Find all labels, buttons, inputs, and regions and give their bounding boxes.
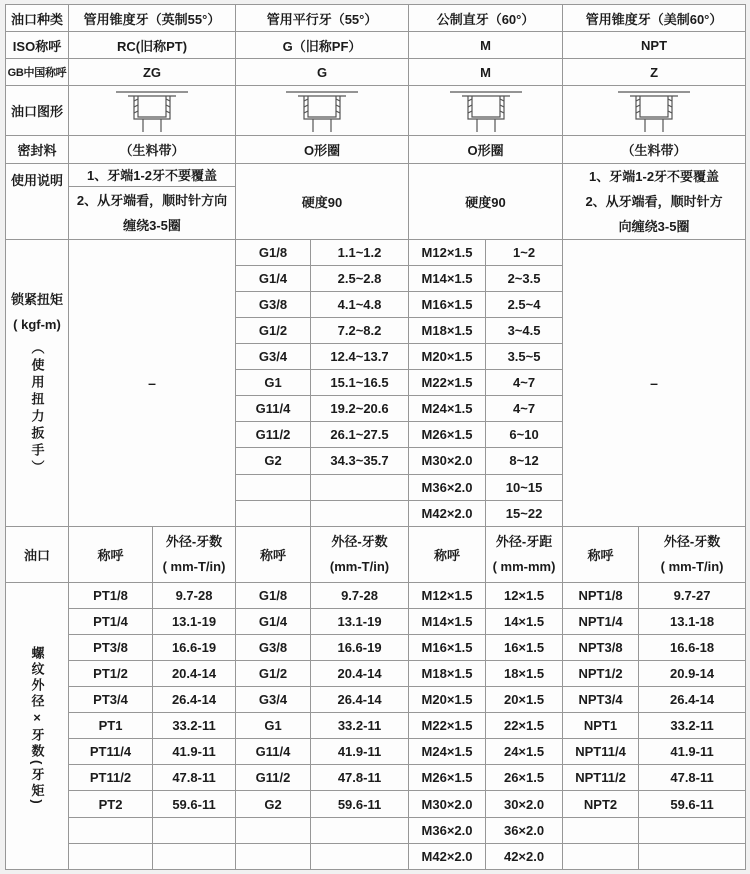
- port-cross-section-icon: [612, 89, 696, 133]
- ports-g-name-cell: [236, 843, 311, 869]
- ports-npt-value-cell: 47.8-11: [639, 765, 746, 791]
- torque-rc-cell: –: [69, 239, 236, 526]
- port-type-cell: 公制直牙（60°）: [409, 5, 563, 32]
- label-thread-od: [6, 582, 69, 869]
- table-row: [6, 739, 746, 765]
- torque-m-value-cell: 2~3.5: [486, 265, 563, 291]
- ports-pt-name-cell: PT3/4: [69, 687, 153, 713]
- ports-m-value-cell: 22×1.5: [486, 713, 563, 739]
- port-type-cell: 管用锥度牙（美制60°）: [563, 5, 746, 32]
- torque-m-name-cell: M22×1.5: [409, 370, 486, 396]
- ports-header-cell: 称呼: [69, 526, 153, 582]
- torque-g-value-cell: [311, 474, 409, 500]
- ports-g-value-cell: 13.1-19: [311, 608, 409, 634]
- ports-g-value-cell: 47.8-11: [311, 765, 409, 791]
- torque-g-value-cell: 4.1~4.8: [311, 291, 409, 317]
- ports-npt-name-cell: NPT2: [563, 791, 639, 817]
- iso-name-cell: G（旧称PF）: [236, 32, 409, 59]
- label-port: 油口: [6, 526, 69, 582]
- label-iso-name: ISO称呼: [6, 32, 69, 59]
- label-gb-name: GB中国称呼: [6, 59, 69, 86]
- header-spec-line2: ( mm-T/in): [660, 559, 724, 575]
- figure-cell: [236, 86, 409, 136]
- ports-npt-value-cell: 16.6-18: [639, 635, 746, 661]
- torque-m-value-cell: 15~22: [486, 500, 563, 526]
- torque-g-value-cell: 2.5~2.8: [311, 265, 409, 291]
- torque-m-value-cell: 1~2: [486, 239, 563, 265]
- ports-m-name-cell: M22×1.5: [409, 713, 486, 739]
- thread-od-side-label: 螺纹外径×牙数(牙矩): [29, 645, 45, 807]
- torque-m-name-cell: M20×1.5: [409, 344, 486, 370]
- ports-pt-name-cell: PT1: [69, 713, 153, 739]
- ports-header-cell: 称呼: [563, 526, 639, 582]
- ports-g-value-cell: 26.4-14: [311, 687, 409, 713]
- header-spec-line1: 外径-牙距: [495, 534, 553, 550]
- ports-pt-name-cell: PT2: [69, 791, 153, 817]
- ports-m-name-cell: M30×2.0: [409, 791, 486, 817]
- ports-npt-name-cell: [563, 817, 639, 843]
- ports-m-value-cell: 26×1.5: [486, 765, 563, 791]
- torque-m-name-cell: M36×2.0: [409, 474, 486, 500]
- usage-npt-line1: 1、牙端1-2牙不要覆盖: [589, 168, 720, 184]
- ports-npt-value-cell: 59.6-11: [639, 791, 746, 817]
- lock-torque-title: 锁紧扭矩: [10, 291, 63, 307]
- ports-g-name-cell: G1: [236, 713, 311, 739]
- ports-m-value-cell: 12×1.5: [486, 582, 563, 608]
- header-spec-line2: ( mm-mm): [492, 559, 556, 575]
- figure-cell: [409, 86, 563, 136]
- port-type-cell: 管用锥度牙（英制55°）: [69, 5, 236, 32]
- torque-npt-cell: –: [563, 239, 746, 526]
- ports-g-value-cell: 41.9-11: [311, 739, 409, 765]
- label-port-figure: 油口图形: [6, 86, 69, 136]
- ports-m-value-cell: 24×1.5: [486, 739, 563, 765]
- ports-m-name-cell: M14×1.5: [409, 608, 486, 634]
- ports-m-value-cell: 42×2.0: [486, 843, 563, 869]
- ports-g-value-cell: [311, 843, 409, 869]
- ports-pt-value-cell: 13.1-19: [153, 608, 236, 634]
- ports-header-cell: [639, 526, 746, 582]
- lock-torque-unit: ( kgf-m): [13, 316, 61, 332]
- ports-m-value-cell: 18×1.5: [486, 661, 563, 687]
- torque-g-value-cell: 15.1~16.5: [311, 370, 409, 396]
- table-row: [6, 635, 746, 661]
- ports-g-value-cell: 59.6-11: [311, 791, 409, 817]
- ports-npt-value-cell: 13.1-18: [639, 608, 746, 634]
- ports-pt-name-cell: PT11/2: [69, 765, 153, 791]
- ports-m-value-cell: 14×1.5: [486, 608, 563, 634]
- table-row: [6, 713, 746, 739]
- figure-cell: [563, 86, 746, 136]
- torque-g-name-cell: G11/2: [236, 422, 311, 448]
- torque-m-value-cell: 8~12: [486, 448, 563, 474]
- torque-g-value-cell: 12.4~13.7: [311, 344, 409, 370]
- header-spec-line1: 外径-牙数: [165, 534, 223, 550]
- ports-header-cell: [153, 526, 236, 582]
- ports-g-name-cell: G1/8: [236, 582, 311, 608]
- header-spec-line2: ( mm-T/in): [162, 559, 226, 575]
- ports-pt-name-cell: PT1/8: [69, 582, 153, 608]
- torque-m-value-cell: 4~7: [486, 370, 563, 396]
- ports-m-name-cell: M42×2.0: [409, 843, 486, 869]
- ports-pt-value-cell: 26.4-14: [153, 687, 236, 713]
- ports-pt-name-cell: PT1/2: [69, 661, 153, 687]
- ports-npt-value-cell: [639, 843, 746, 869]
- usage-rc-line1-cell: 1、牙端1-2牙不要覆盖: [69, 163, 236, 186]
- table-row: [6, 608, 746, 634]
- ports-npt-value-cell: 20.9-14: [639, 661, 746, 687]
- ports-g-name-cell: [236, 817, 311, 843]
- port-cross-section-icon: [444, 89, 528, 133]
- table-row: [6, 582, 746, 608]
- table-row: [6, 687, 746, 713]
- ports-m-value-cell: 16×1.5: [486, 635, 563, 661]
- torque-m-name-cell: M26×1.5: [409, 422, 486, 448]
- ports-m-name-cell: M18×1.5: [409, 661, 486, 687]
- torque-g-value-cell: 19.2~20.6: [311, 396, 409, 422]
- label-usage-notes: 使用说明: [6, 163, 69, 239]
- ports-g-name-cell: G2: [236, 791, 311, 817]
- ports-npt-name-cell: NPT1/4: [563, 608, 639, 634]
- torque-g-name-cell: [236, 474, 311, 500]
- torque-m-name-cell: M42×2.0: [409, 500, 486, 526]
- seal-cell: （生料带）: [563, 136, 746, 163]
- torque-m-name-cell: M18×1.5: [409, 318, 486, 344]
- ports-npt-value-cell: [639, 817, 746, 843]
- usage-g-cell: 硬度90: [236, 163, 409, 239]
- thread-spec-table: [5, 4, 746, 870]
- ports-npt-name-cell: NPT1/2: [563, 661, 639, 687]
- table-row: [6, 136, 746, 163]
- header-spec-line1: 外径-牙数: [663, 534, 721, 550]
- ports-m-value-cell: 30×2.0: [486, 791, 563, 817]
- table-row: [6, 59, 746, 86]
- ports-m-name-cell: M24×1.5: [409, 739, 486, 765]
- torque-g-value-cell: 1.1~1.2: [311, 239, 409, 265]
- usage-m-cell: 硬度90: [409, 163, 563, 239]
- label-lock-torque: [6, 239, 69, 526]
- ports-header-cell: [311, 526, 409, 582]
- table-row: [6, 86, 746, 136]
- torque-m-name-cell: M30×2.0: [409, 448, 486, 474]
- ports-m-name-cell: M36×2.0: [409, 817, 486, 843]
- torque-g-name-cell: [236, 500, 311, 526]
- ports-pt-value-cell: 33.2-11: [153, 713, 236, 739]
- lock-torque-note: （使用扭力扳手）: [29, 340, 45, 477]
- ports-pt-value-cell: 9.7-28: [153, 582, 236, 608]
- usage-rc-line3: 缠绕3-5圈: [123, 217, 181, 233]
- ports-m-name-cell: M16×1.5: [409, 635, 486, 661]
- table-row: [6, 817, 746, 843]
- torque-g-name-cell: G2: [236, 448, 311, 474]
- ports-pt-name-cell: PT3/8: [69, 635, 153, 661]
- iso-name-cell: M: [409, 32, 563, 59]
- ports-m-value-cell: 36×2.0: [486, 817, 563, 843]
- ports-g-name-cell: G1/4: [236, 608, 311, 634]
- usage-npt-line2: 2、从牙端看，顺时针方: [585, 193, 723, 209]
- gb-name-cell: M: [409, 59, 563, 86]
- table-row: [6, 526, 746, 582]
- torque-m-value-cell: 10~15: [486, 474, 563, 500]
- torque-g-name-cell: G3/4: [236, 344, 311, 370]
- ports-pt-value-cell: 47.8-11: [153, 765, 236, 791]
- table-row: [6, 163, 746, 186]
- table-row: [6, 239, 746, 265]
- table-row: [6, 765, 746, 791]
- header-spec-line1: 外径-牙数: [331, 534, 388, 550]
- torque-m-name-cell: M24×1.5: [409, 396, 486, 422]
- torque-m-value-cell: 3~4.5: [486, 318, 563, 344]
- port-cross-section-icon: [280, 89, 364, 133]
- torque-g-name-cell: G1/4: [236, 265, 311, 291]
- ports-pt-value-cell: [153, 817, 236, 843]
- gb-name-cell: Z: [563, 59, 746, 86]
- table-row: [6, 32, 746, 59]
- ports-npt-value-cell: 41.9-11: [639, 739, 746, 765]
- torque-g-value-cell: 34.3~35.7: [311, 448, 409, 474]
- header-spec-line2: (mm-T/in): [329, 559, 390, 575]
- table-row: [6, 661, 746, 687]
- ports-pt-name-cell: PT1/4: [69, 608, 153, 634]
- gb-name-cell: ZG: [69, 59, 236, 86]
- usage-npt-line3: 向缠绕3-5圈: [618, 218, 690, 234]
- gb-name-cell: G: [236, 59, 409, 86]
- torque-m-value-cell: 2.5~4: [486, 291, 563, 317]
- ports-header-cell: [486, 526, 563, 582]
- label-seal-material: 密封料: [6, 136, 69, 163]
- seal-cell: （生料带）: [69, 136, 236, 163]
- torque-g-name-cell: G1/2: [236, 318, 311, 344]
- ports-g-value-cell: 33.2-11: [311, 713, 409, 739]
- torque-g-value-cell: 26.1~27.5: [311, 422, 409, 448]
- ports-pt-value-cell: 20.4-14: [153, 661, 236, 687]
- ports-npt-name-cell: NPT1: [563, 713, 639, 739]
- torque-g-value-cell: 7.2~8.2: [311, 318, 409, 344]
- ports-g-name-cell: G11/2: [236, 765, 311, 791]
- ports-g-value-cell: 9.7-28: [311, 582, 409, 608]
- usage-npt-cell: [563, 163, 746, 239]
- ports-pt-name-cell: PT11/4: [69, 739, 153, 765]
- ports-g-value-cell: 16.6-19: [311, 635, 409, 661]
- ports-g-name-cell: G11/4: [236, 739, 311, 765]
- ports-npt-name-cell: NPT11/2: [563, 765, 639, 791]
- ports-header-cell: 称呼: [409, 526, 486, 582]
- ports-g-name-cell: G1/2: [236, 661, 311, 687]
- table-row: [6, 843, 746, 869]
- port-cross-section-icon: [110, 89, 194, 133]
- torque-m-name-cell: M12×1.5: [409, 239, 486, 265]
- torque-g-name-cell: G1/8: [236, 239, 311, 265]
- ports-npt-value-cell: 9.7-27: [639, 582, 746, 608]
- torque-m-value-cell: 6~10: [486, 422, 563, 448]
- ports-pt-name-cell: [69, 817, 153, 843]
- ports-g-name-cell: G3/4: [236, 687, 311, 713]
- ports-npt-name-cell: NPT3/8: [563, 635, 639, 661]
- ports-npt-name-cell: NPT3/4: [563, 687, 639, 713]
- label-port-type: 油口种类: [6, 5, 69, 32]
- torque-g-name-cell: G1: [236, 370, 311, 396]
- ports-m-name-cell: M12×1.5: [409, 582, 486, 608]
- torque-g-name-cell: G11/4: [236, 396, 311, 422]
- torque-m-value-cell: 4~7: [486, 396, 563, 422]
- usage-rc-line23-cell: [69, 186, 236, 239]
- ports-g-value-cell: 20.4-14: [311, 661, 409, 687]
- ports-g-name-cell: G3/8: [236, 635, 311, 661]
- ports-pt-value-cell: 16.6-19: [153, 635, 236, 661]
- torque-m-value-cell: 3.5~5: [486, 344, 563, 370]
- iso-name-cell: NPT: [563, 32, 746, 59]
- ports-npt-name-cell: NPT11/4: [563, 739, 639, 765]
- usage-rc-line2: 2、从牙端看，顺时针方向: [76, 192, 228, 208]
- torque-m-name-cell: M14×1.5: [409, 265, 486, 291]
- ports-pt-value-cell: 41.9-11: [153, 739, 236, 765]
- table-row: [6, 5, 746, 32]
- port-type-cell: 管用平行牙（55°）: [236, 5, 409, 32]
- ports-m-name-cell: M20×1.5: [409, 687, 486, 713]
- ports-pt-value-cell: 59.6-11: [153, 791, 236, 817]
- ports-pt-name-cell: [69, 843, 153, 869]
- table-row: [6, 791, 746, 817]
- ports-header-cell: 称呼: [236, 526, 311, 582]
- seal-cell: O形圈: [409, 136, 563, 163]
- ports-npt-value-cell: 33.2-11: [639, 713, 746, 739]
- figure-cell: [69, 86, 236, 136]
- torque-g-name-cell: G3/8: [236, 291, 311, 317]
- ports-m-name-cell: M26×1.5: [409, 765, 486, 791]
- ports-npt-value-cell: 26.4-14: [639, 687, 746, 713]
- torque-m-name-cell: M16×1.5: [409, 291, 486, 317]
- torque-g-value-cell: [311, 500, 409, 526]
- ports-g-value-cell: [311, 817, 409, 843]
- seal-cell: O形圈: [236, 136, 409, 163]
- ports-m-value-cell: 20×1.5: [486, 687, 563, 713]
- ports-npt-name-cell: NPT1/8: [563, 582, 639, 608]
- iso-name-cell: RC(旧称PT): [69, 32, 236, 59]
- ports-npt-name-cell: [563, 843, 639, 869]
- ports-pt-value-cell: [153, 843, 236, 869]
